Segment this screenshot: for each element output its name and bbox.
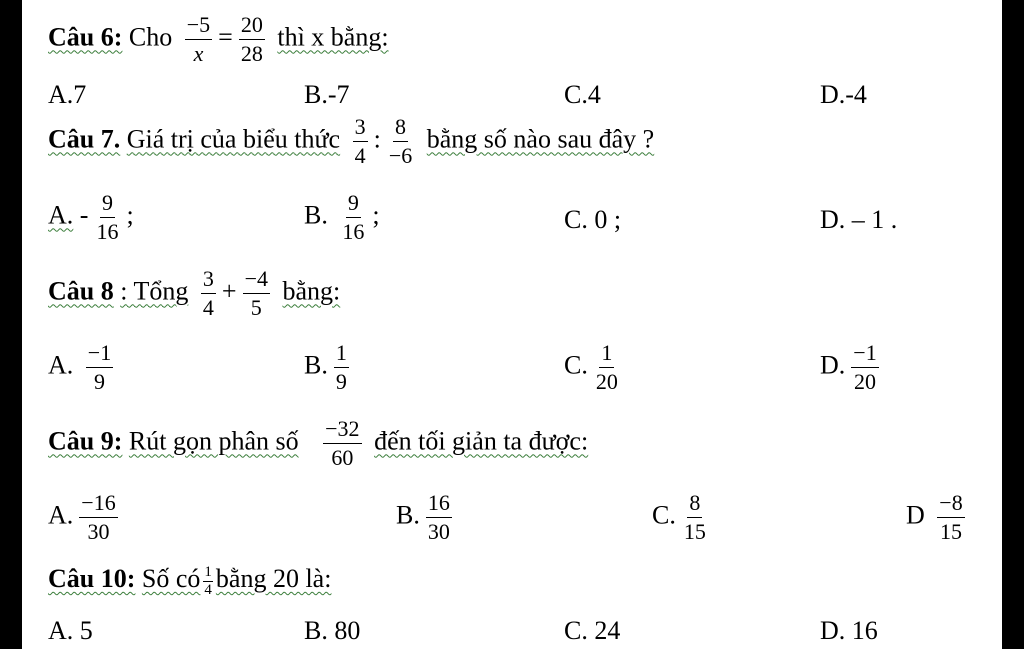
fraction-denominator: 15	[939, 519, 962, 544]
option-prefix: B.	[304, 200, 328, 230]
q7-option-c: C. 0 ;	[564, 205, 622, 234]
fraction-numerator: 3	[353, 116, 368, 142]
q7-option-b	[304, 192, 380, 243]
fraction-denominator: 28	[240, 41, 263, 66]
question-6-fraction-right	[239, 14, 265, 65]
option-prefix: D.	[820, 350, 846, 380]
fraction-denominator: 30	[427, 519, 450, 544]
q9-option-d	[906, 492, 971, 543]
fraction-numerator: 9	[100, 192, 115, 218]
question-6-text-start: Cho	[128, 22, 173, 52]
option-fraction	[682, 492, 708, 543]
question-10-text-end: bằng 20 là:	[215, 564, 332, 593]
option-fraction	[426, 492, 452, 543]
fraction-denominator: 4	[204, 581, 212, 598]
question-7-text-start: Giá trị của biểu thức	[126, 124, 341, 154]
option-prefix: C.	[564, 350, 588, 380]
fraction-denominator: 5	[250, 295, 262, 320]
q6-option-c: C.4	[564, 80, 601, 109]
fraction-numerator: −4	[243, 268, 270, 294]
question-8-fraction-left	[201, 268, 216, 319]
q6-option-b: B.-7	[304, 80, 350, 109]
option-prefix: A.	[48, 350, 74, 380]
fraction-denominator: 15	[683, 519, 706, 544]
fraction-numerator: 1	[599, 342, 614, 368]
fraction-numerator: −16	[79, 492, 117, 518]
fraction-denominator: −6	[388, 143, 413, 168]
option-fraction	[594, 342, 620, 393]
question-8	[48, 268, 340, 319]
fraction-numerator: −1	[86, 342, 113, 368]
option-fraction	[851, 342, 878, 393]
fraction-denominator: 16	[342, 219, 365, 244]
option-prefix: C.	[652, 500, 676, 530]
fraction-numerator: 16	[426, 492, 452, 518]
q8-option-b	[304, 342, 355, 393]
fraction-numerator: −32	[323, 418, 361, 444]
question-10	[48, 564, 331, 598]
option-prefix: A.	[48, 500, 74, 530]
question-10-fraction	[203, 565, 213, 598]
option-prefix: B.	[304, 350, 328, 380]
document-page	[22, 0, 1002, 649]
question-6-label: Câu 6:	[48, 22, 123, 52]
question-9-label: Câu 9:	[48, 426, 123, 456]
option-suffix: ;	[372, 200, 380, 230]
q10-option-c: C. 24	[564, 616, 621, 645]
question-8-label: Câu 8	[48, 276, 114, 306]
q6-option-a: A.7	[48, 80, 87, 109]
option-fraction	[937, 492, 964, 543]
question-10-label: Câu 10:	[48, 564, 136, 593]
q10-option-d: D. 16	[820, 616, 878, 645]
question-9	[48, 418, 588, 469]
question-7-fraction-left	[353, 116, 368, 167]
question-9-text-end: đến tối giản ta được:	[374, 426, 589, 456]
question-8-text-start: : Tổng	[120, 276, 189, 306]
q9-option-c	[652, 492, 714, 543]
equals-sign: =	[218, 22, 233, 52]
option-fraction	[94, 192, 120, 243]
question-9-fraction	[323, 418, 361, 469]
option-fraction	[334, 342, 349, 393]
fraction-numerator: 20	[239, 14, 265, 40]
fraction-denominator: 4	[354, 143, 366, 168]
question-7	[48, 116, 654, 167]
fraction-numerator: −5	[185, 14, 212, 40]
option-fraction	[340, 192, 366, 243]
question-9-text-start: Rút gọn phân số	[128, 426, 299, 456]
fraction-denominator: 60	[331, 445, 354, 470]
question-6-fraction-left	[185, 14, 212, 65]
fraction-denominator: 20	[853, 369, 876, 394]
q9-option-b	[396, 492, 458, 543]
option-fraction	[86, 342, 113, 393]
option-prefix: B.	[396, 500, 420, 530]
q8-option-a	[48, 342, 119, 393]
fraction-numerator: 9	[346, 192, 361, 218]
question-8-text-end: bằng:	[282, 276, 341, 306]
question-7-fraction-right	[387, 116, 414, 167]
question-7-text-end: bằng số nào sau đây ?	[426, 124, 655, 154]
option-fraction	[79, 492, 117, 543]
q9-option-a	[48, 492, 124, 543]
q8-option-c	[564, 342, 626, 393]
plus-sign: +	[221, 276, 237, 306]
fraction-numerator: 3	[201, 268, 216, 294]
option-prefix: A.	[48, 200, 74, 230]
fraction-numerator: 8	[687, 492, 702, 518]
question-7-label: Câu 7.	[48, 124, 121, 154]
question-10-text-start: Số có	[141, 564, 201, 593]
question-8-fraction-right	[243, 268, 270, 319]
option-suffix: ;	[126, 200, 134, 230]
option-prefix: D	[906, 500, 925, 530]
question-6	[48, 14, 389, 65]
fraction-denominator: x	[193, 41, 204, 66]
question-6-text-end: thì x bằng:	[277, 22, 389, 52]
fraction-numerator: 1	[334, 342, 349, 368]
fraction-denominator: 16	[96, 219, 119, 244]
fraction-numerator: −8	[937, 492, 964, 518]
division-sign: :	[373, 124, 381, 154]
option-sign: -	[79, 200, 89, 230]
q10-option-a: A. 5	[48, 616, 93, 645]
fraction-denominator: 4	[202, 295, 214, 320]
fraction-numerator: −1	[851, 342, 878, 368]
q8-option-d	[820, 342, 885, 393]
fraction-numerator: 8	[393, 116, 408, 142]
fraction-numerator: 1	[204, 563, 212, 580]
fraction-denominator: 20	[595, 369, 618, 394]
q10-option-b: B. 80	[304, 616, 361, 645]
q7-option-a	[48, 192, 134, 243]
fraction-denominator: 9	[93, 369, 105, 394]
q7-option-d: D. – 1 .	[820, 205, 898, 234]
fraction-denominator: 9	[335, 369, 347, 394]
fraction-denominator: 30	[87, 519, 110, 544]
q6-option-d: D.-4	[820, 80, 867, 109]
